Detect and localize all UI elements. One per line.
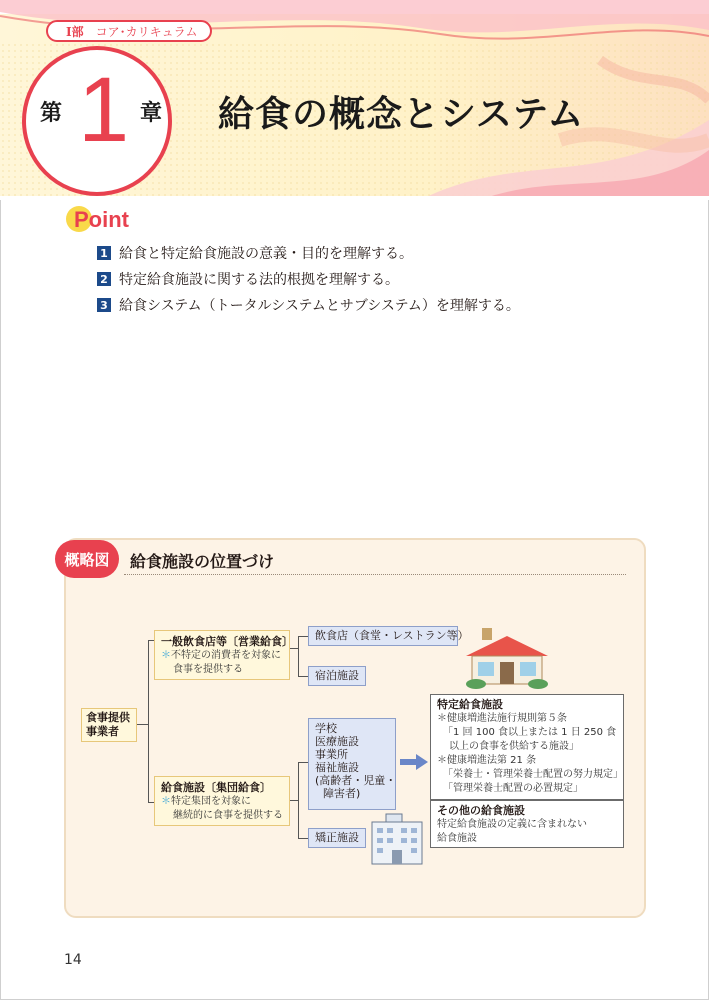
group-title: 給食施設〔集団給食〕 <box>161 781 271 794</box>
root-line: 事業者 <box>86 725 119 738</box>
point-item <box>97 266 520 292</box>
connector-line <box>136 724 148 725</box>
other-line: 特定給食施設の定義に含まれない <box>437 819 587 830</box>
page-number: 14 <box>64 952 82 968</box>
part-name: コア･カリキュラム <box>95 24 198 39</box>
commercial-box <box>154 630 293 680</box>
connector-line <box>298 762 308 763</box>
specific-line: 「管理栄養士配置の必置規定」 <box>443 783 583 794</box>
other-line: 給食施設 <box>437 833 477 844</box>
facility-type: 医療施設 <box>315 735 359 748</box>
other-facility-box <box>430 800 624 848</box>
facility-diagram <box>64 590 646 910</box>
asterisk-icon: ＊ <box>161 650 171 661</box>
group-box <box>154 776 290 826</box>
root-line: 食事提供 <box>86 711 130 724</box>
overview-badge: 概略図 <box>55 540 119 578</box>
commercial-note: 食事を提供する <box>173 664 243 675</box>
specific-facility-box <box>430 694 624 800</box>
connector-line <box>290 648 298 649</box>
group-note: 特定集団を対象に <box>171 796 251 807</box>
specific-title: 特定給食施設 <box>437 698 503 711</box>
point-item-text: 給食システム（トータルシステムとサブシステム）を理解する。 <box>119 298 520 314</box>
commercial-note: 不特定の消費者を対象に <box>171 650 281 661</box>
point-item-text: 特定給食施設に関する法的根拠を理解する。 <box>119 272 399 288</box>
commercial-title: 一般飲食店等〔営業給食〕 <box>161 635 293 648</box>
specific-line: ＊健康増進法施行規則第５条 <box>437 713 567 724</box>
facility-list-box <box>308 718 396 810</box>
point-item <box>97 292 520 318</box>
restaurant-box: 飲食店（食堂・レストラン等） <box>308 626 458 646</box>
connector-line <box>298 676 308 677</box>
root-box <box>81 708 137 742</box>
point-item <box>97 240 520 266</box>
part-number: Ⅰ部 <box>66 24 84 39</box>
point-label: Point <box>74 207 129 232</box>
connector-line <box>298 636 308 637</box>
specific-line: ＊健康増進法第 21 条 <box>437 755 537 766</box>
facility-type: 障害者) <box>323 787 361 800</box>
restaurant-building-icon <box>462 622 552 692</box>
point-item-number: 1 <box>97 246 111 260</box>
office-building-icon <box>370 812 426 866</box>
connector-line <box>148 640 149 803</box>
point-item-text: 給食と特定給食施設の意義・目的を理解する。 <box>119 246 413 262</box>
connector-line <box>298 838 308 839</box>
overview-title: 給食施設の位置づけ <box>130 552 275 571</box>
group-note: 継続的に食事を提供する <box>173 810 283 821</box>
arrow-right-icon <box>400 754 428 770</box>
chapter-prefix: 第 <box>40 101 63 126</box>
connector-line <box>290 800 298 801</box>
part-tab <box>46 20 212 42</box>
asterisk-icon: ＊ <box>161 796 171 807</box>
title-divider <box>124 574 626 575</box>
point-list <box>97 240 520 318</box>
facility-type: 福祉施設 <box>315 761 359 774</box>
chapter-title: 給食の概念とシステム <box>218 94 585 135</box>
other-title: その他の給食施設 <box>437 804 525 817</box>
connector-line <box>298 636 299 676</box>
lodging-box: 宿泊施設 <box>308 666 366 686</box>
point-item-number: 3 <box>97 298 111 312</box>
facility-type: (高齢者・児童・ <box>315 774 397 787</box>
chapter-suffix: 章 <box>140 101 163 126</box>
facility-type: 学校 <box>315 722 337 735</box>
specific-line: 「1 回 100 食以上または 1 日 250 食 <box>443 727 617 738</box>
facility-type: 事業所 <box>315 748 348 761</box>
chapter-number: 1 <box>78 59 130 161</box>
correction-facility-box: 矯正施設 <box>308 828 366 848</box>
connector-line <box>298 762 299 838</box>
chapter-header <box>0 0 709 200</box>
point-item-number: 2 <box>97 272 111 286</box>
specific-line: 以上の食事を供給する施設」 <box>449 741 579 752</box>
specific-line: 「栄養士・管理栄養士配置の努力規定」 <box>443 769 623 780</box>
